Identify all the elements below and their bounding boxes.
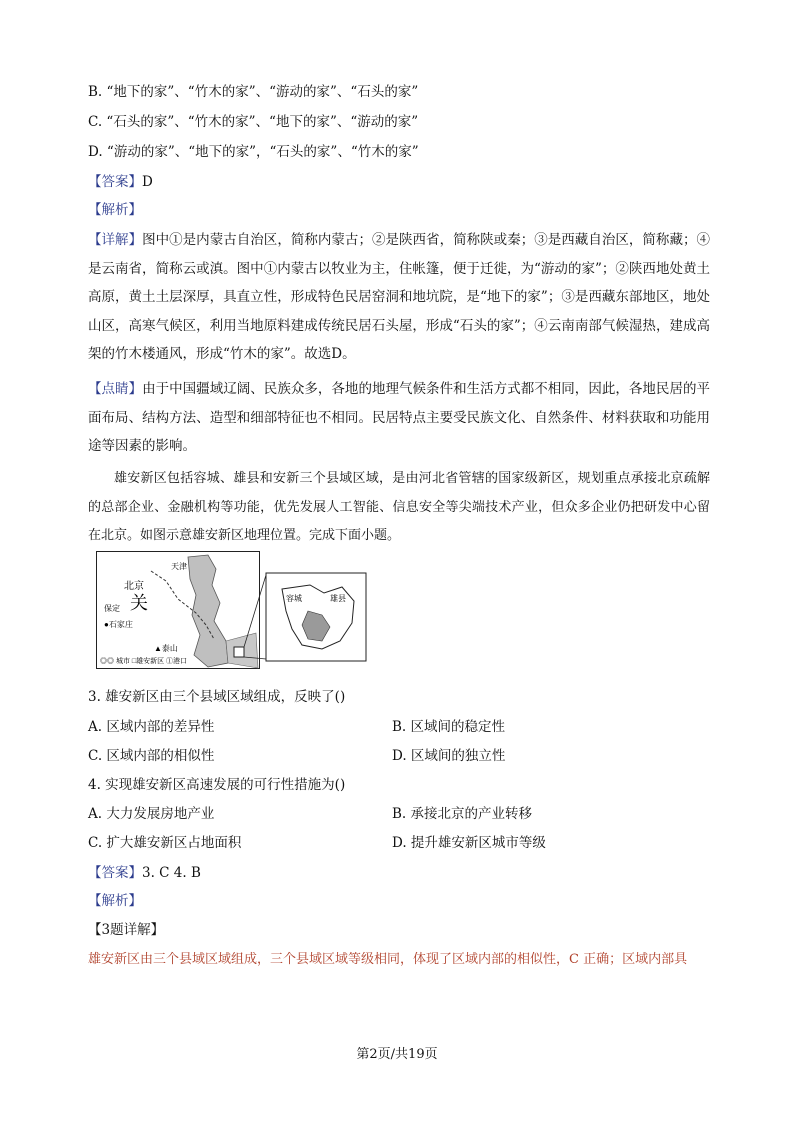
q3-option-d: D. 区域间的独立性 xyxy=(392,748,506,764)
analysis-label: 【解析】 xyxy=(88,202,142,218)
option-b: B. “地下的家”、“竹木的家”、“游动的家”、“石头的家” xyxy=(88,84,419,100)
map-legend: ◎◎ 城市 □雄安新区 ①港口 xyxy=(100,658,188,665)
q3-option-b: B. 区域间的稳定性 xyxy=(392,719,506,735)
q3-option-a: A. 区域内部的差异性 xyxy=(88,719,215,735)
label-taishan: ▲泰山 xyxy=(154,644,178,653)
xiongan-marker xyxy=(234,647,244,657)
material-intro: 雄安新区包括容城、雄县和安新三个县域区域，是由河北省管辖的国家级新区，规划重点承接北京疏解的总部企业、金融机构等功能，优先发展人工智能、信息安全等尖端技术产业，但众多企业仍把研发中心留在北京。如图示意雄安新区地理位置。完成下面小题。 xyxy=(88,471,710,543)
label-xiongxian: 雄县 xyxy=(330,594,346,603)
detail3-label: 【3题详解】 xyxy=(88,922,165,938)
q4-option-a: A. 大力发展房地产业 xyxy=(88,806,215,822)
answer-value: D xyxy=(142,174,153,190)
answer-line-1 xyxy=(88,173,153,191)
q3-option-c: C. 区域内部的相似性 xyxy=(88,748,215,764)
page-footer: 第2页/共19页 xyxy=(356,1047,438,1062)
detail-text: 图中①是内蒙古自治区，简称内蒙古；②是陕西省，简称陕或秦；③是西藏自治区，简称藏；④是云南省，简称云或滇。图中①内蒙古以牧业为主，住帐篷，便于迁徙，为“游动的家”；②陕西地处黄土高原，黄土土层深厚，具直立性，形成特色民居窑洞和地坑院，是“地下的家”；③是西藏东部地区，地处山区，高寒气候区，利用当地原料建成传统民居石头屋，形成“石头的家”；④云南南部气候湿热，建成高架的竹木楼通风，形成“竹木的家”。故选D。 xyxy=(88,232,711,362)
q3-stem: 3. 雄安新区由三个县域区域组成，反映了() xyxy=(88,689,346,705)
q4-option-c: C. 扩大雄安新区占地面积 xyxy=(88,835,242,851)
label-guan: 关 xyxy=(130,593,148,613)
xiongan-location-map xyxy=(96,551,669,669)
q4-option-b: B. 承接北京的产业转移 xyxy=(392,806,533,822)
detail-paragraph xyxy=(88,226,710,369)
q4-option-d: D. 提升雄安新区城市等级 xyxy=(392,835,546,851)
answer2-value: 3. C 4. B xyxy=(142,865,201,881)
label-rongcheng: 容城 xyxy=(286,594,302,603)
detail-label: 【详解】 xyxy=(88,232,143,248)
q4-stem: 4. 实现雄安新区高速发展的可行性措施为() xyxy=(88,777,346,793)
option-d: D. “游动的家”、“地下的家”，“石头的家”、“竹木的家” xyxy=(88,144,419,160)
tip-text: 由于中国疆域辽阔、民族众多，各地的地理气候条件和生活方式都不相同，因此，各地民居的平面布局、结构方法、造型和细部特征也不相同。民居特点主要受民族文化、自然条件、材料获取和功能用途等因素的影响。 xyxy=(88,381,711,454)
tip-paragraph xyxy=(88,375,710,461)
label-tianjin: 天津 xyxy=(171,562,187,571)
answer-label: 【答案】 xyxy=(88,174,142,190)
analysis2-label: 【解析】 xyxy=(88,893,142,909)
label-shijiazhuang: ●石家庄 xyxy=(104,620,133,629)
answer-line-2 xyxy=(88,864,201,882)
detail3-text: 雄安新区由三个县域区域组成，三个县域区域等级相同，体现了区域内部的相似性，C 正确；区域内部具 xyxy=(88,952,688,967)
tip-label: 【点睛】 xyxy=(88,381,143,397)
option-c: C. “石头的家”、“竹木的家”、“地下的家”、“游动的家” xyxy=(88,114,419,130)
answer2-label: 【答案】 xyxy=(88,865,142,881)
label-beijing: 北京 xyxy=(124,581,144,592)
label-baoding: 保定 xyxy=(104,604,120,613)
